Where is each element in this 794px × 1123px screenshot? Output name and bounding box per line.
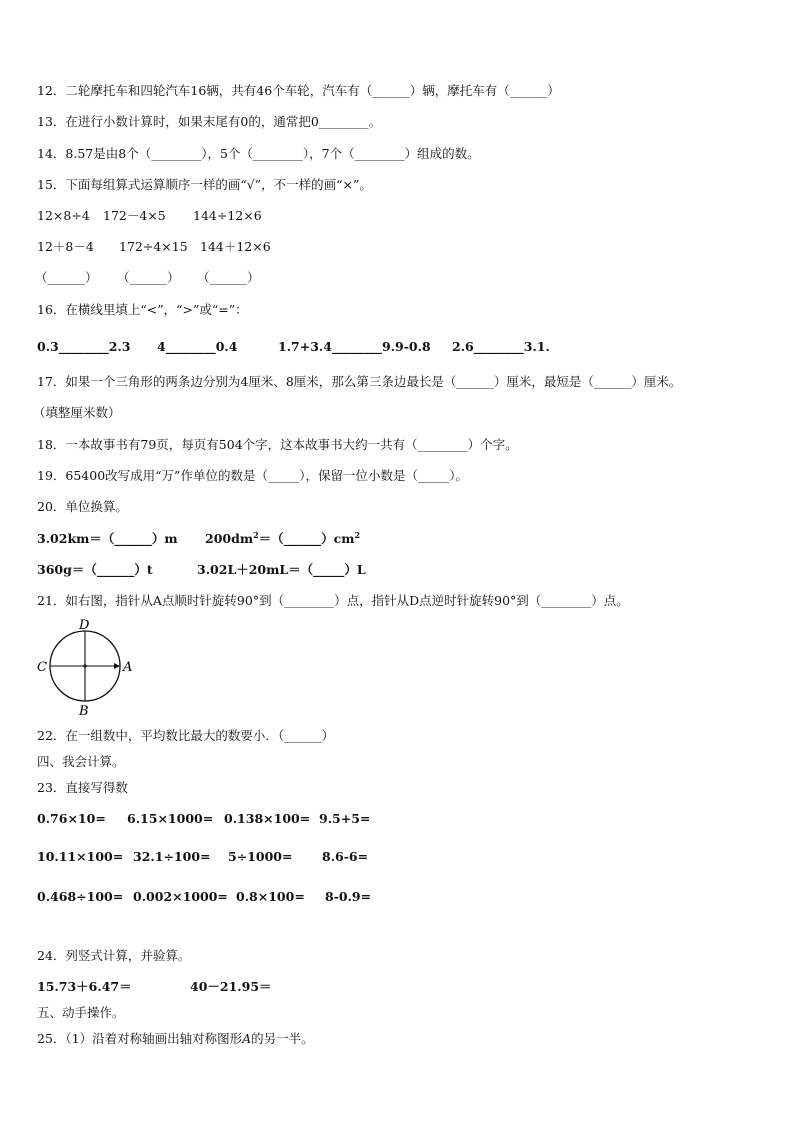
q20-item: $200dm^2=(\_\_\_\_\_\_)cm^2$ [205,529,361,546]
q23-item: 0.8×100= [236,889,305,904]
q16-item: 2.6________3.1. [452,339,550,354]
q15-row-1 [37,208,262,224]
q23-item: 0.002×1000= [133,889,228,904]
question-23: 23．直接写得数 [37,780,128,795]
q16-items [37,339,550,355]
q15-expr: 172÷4×15 [119,239,188,254]
q23-item: 8.6-6= [322,849,369,864]
q16-item: 1.7+3.4________9.9-0.8 [278,339,431,354]
q20-item: 360g＝（______）t [37,562,153,577]
section-5-heading: 五、动手操作。 [37,1005,125,1020]
q23-item: 5÷1000= [228,849,293,864]
q23-row-3 [37,889,371,905]
question-19: 19．65400改写成用“万”作单位的数是（_____），保留一位小数是（_____）。 [37,468,468,483]
q24-item: 40－21.95＝ [190,979,272,994]
q23-item: 0.76×10= [37,811,106,826]
question-20: 20．单位换算。 [37,499,128,514]
center-dot [83,664,86,667]
q16-item: 0.3________2.3 [37,339,131,354]
q20-item: 3.02km＝（______）m [37,531,178,546]
q15-expr: 144÷12×6 [193,208,262,223]
q23-item: 8-0.9= [325,889,372,904]
question-24: 24．列竖式计算，并验算。 [37,948,191,963]
question-16: 16．在横线里填上“<”，“>”或“=”： [37,302,248,317]
question-15: 15．下面每组算式运算顺序一样的画“√”，不一样的画“×”。 [37,177,372,192]
q15-answer-blank[interactable]: （______） [35,270,98,285]
label-d: D [79,618,90,633]
q23-item: 32.1÷100= [133,849,211,864]
clock-diagram [34,618,144,718]
q16-item: 4________0.4 [157,339,238,354]
question-13: 13．在进行小数计算时，如果末尾有0的，通常把0________。 [37,114,382,129]
q17-note: （填整厘米数） [33,405,121,420]
arrow-head-icon [114,663,120,669]
question-18: 18．一本故事书有79页，每页有504个字，这本故事书大约一共有（________）个字。 [37,437,518,452]
q15-answer-blank[interactable]: （______） [117,270,180,285]
question-21: 21．如右图，指针从A点顺时针旋转90°到（________）点，指针从D点逆时针旋转90°到（________）点。 [37,593,629,608]
q24-item: 15.73＋6.47＝ [37,979,132,994]
question-14: 14．8.57是由8个（________），5个（________），7个（________）组成的数。 [37,146,480,161]
q23-item: 0.138×100= [224,811,311,826]
question-12: 12．二轮摩托车和四轮汽车16辆，共有46个车轮，汽车有（______）辆，摩托车有（______） [37,83,560,98]
label-a: A [123,660,133,675]
q15-expr: 12×8÷4 [37,208,90,223]
q20-row-1 [37,531,360,547]
q15-row-2 [37,239,271,255]
q20-item: 3.02L＋20mL＝（_____）L [197,562,366,577]
question-22: 22．在一组数中，平均数比最大的数要小．（______） [37,728,335,743]
q20-row-2 [37,562,366,578]
label-c: C [37,660,47,675]
question-25: 25．（1）沿着对称轴画出轴对称图形A的另一半。 [37,1031,314,1046]
q23-item: 0.468÷100= [37,889,124,904]
q23-item: 10.11×100= [37,849,124,864]
q23-row-2 [37,849,368,865]
q15-answer-blank[interactable]: （______） [197,270,260,285]
question-17: 17．如果一个三角形的两条边分别为4厘米、8厘米，那么第三条边最长是（______）厘米，最短是（______）厘米。 [37,374,682,389]
section-4-heading: 四、我会计算。 [37,754,125,769]
q15-row-3 [35,270,260,286]
q15-expr: 12＋8－4 [37,239,94,254]
q15-expr: 172－4×5 [103,208,166,223]
figure-a-label: A [242,1031,252,1046]
q23-item: 9.5+5= [319,811,371,826]
label-b: B [79,704,89,718]
q23-item: 6.15×1000= [127,811,214,826]
q23-row-1 [37,811,370,827]
q15-expr: 144＋12×6 [200,239,271,254]
q24-items [37,979,272,995]
